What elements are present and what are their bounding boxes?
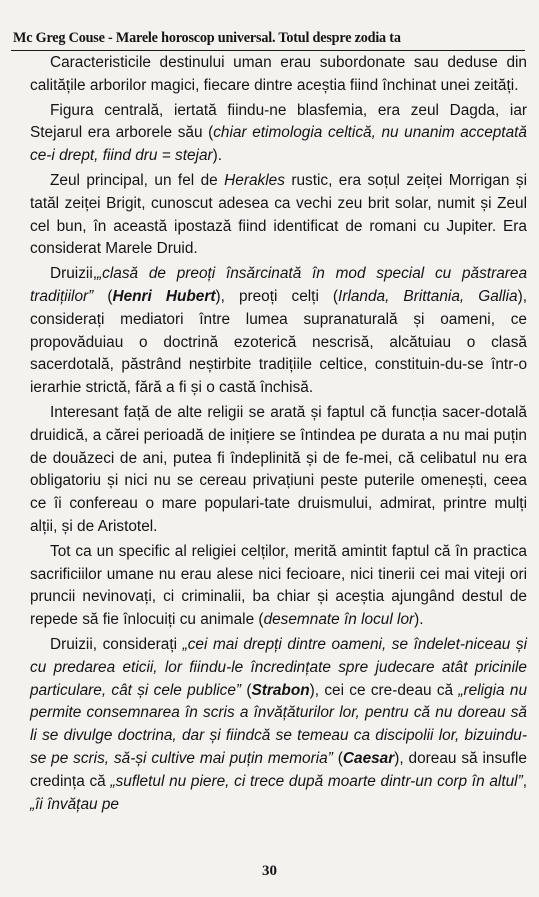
text-run: „cei mai drepți dintre oameni, se îndelet-niceau și cu predarea eticii, lor fiindu-le încredințate spre judecare atât pricinile particulare, cât și cele publice” — [30, 635, 528, 699]
header-rule — [11, 50, 525, 51]
text-run: Caracteristicile destinului uman erau subordonate sau deduse din calitățile arborilor magici, fiecare dintre aceștia fiind închinat unei zeități. — [30, 54, 527, 94]
page-number: 30 — [262, 863, 277, 879]
paragraph-3 — [30, 170, 527, 261]
text-run: ( — [93, 287, 113, 305]
text-run: Caesar — [342, 749, 395, 767]
text-run: , — [522, 772, 528, 790]
text-run: Tot ca un specific al religiei celților, merită amintit faptul că în practica sacrificiilor umane nu erau alese nici fecioare, nici tinerii cei mai viteji ori pruncii nevinovați, ci criminalii, ba chiar și aceștia ajungând destul de repede să fie înlocuiți cu animale ( — [30, 542, 527, 629]
paragraph-7 — [30, 634, 527, 816]
text-run: „religia nu permite consemnarea în scris a învățăturilor lor, pentru că nu doreau să li se divulge doctrina, dar și fiindcă se temeau ca discipolii lor, bizuindu-se pe scris, să-și cultive mai puțin memoria” — [30, 681, 527, 767]
text-run: Figura centrală, iertată fiindu-ne blasfemia, era zeul Dagda, iar Stejarul era arborele său ( — [30, 101, 527, 142]
paragraph-4 — [30, 263, 527, 400]
paragraph-1 — [30, 52, 527, 98]
text-run: Strabon — [251, 681, 310, 699]
text-run: „sufletul nu piere, ci trece după moarte dintr-un corp în altul” — [110, 772, 523, 790]
text-run: Druizii, considerați — [50, 635, 183, 653]
text-run: ), doreau să insufle credința că — [30, 749, 527, 790]
text-run: „clasă de preoți însărcinată în mod special cu păstrarea tradițiilor” — [30, 265, 527, 305]
text-run: Zeul principal, un fel de — [50, 171, 225, 189]
text-run: „îi învățau pe — [30, 795, 119, 813]
text-run: desemnate în locul lor — [263, 611, 415, 629]
text-run: ), preoți celți ( — [215, 287, 339, 305]
text-run: Irlanda, Brittania, Gallia — [338, 287, 518, 305]
running-header: Mc Greg Couse - Marele horoscop universal. Totul despre zodia ta — [13, 30, 401, 46]
paragraph-5 — [30, 402, 527, 539]
text-run: Henri Hubert — [112, 287, 216, 305]
text-run: ( — [332, 749, 343, 767]
text-run: ), cei ce cre-deau că — [309, 681, 459, 699]
paragraph-6 — [30, 541, 527, 632]
text-run: Druizii, — [50, 265, 98, 283]
text-run: Interesant față de alte religii se arată și faptul că funcția sacer-dotală druidică, a cărei perioadă de inițiere se întindea pe durata a nu mai puțin de douăzeci de ani, putea fi îndeplinită și de fe-mei, că celibatul nu era obligatoriu și nici nu se cereau privațiuni peste puterile omenești, ceea ce îi confereau o mare populari-tate druismului, admirat, printre mulți alții, și de Aristotel. — [30, 403, 527, 535]
paragraph-2 — [30, 100, 527, 168]
text-run: ). — [212, 147, 223, 165]
text-run: rustic, era soțul zeiței Morrigan și tatăl zeiței Brigit, cunoscut adesea ca vechi zeu brit solar, numit și Zeul cel bun, în această ipostază fiind identificat de romani cu Jupiter. Era considerat Marele Druid. — [30, 171, 528, 258]
text-run: ( — [241, 681, 252, 699]
text-run: ). — [414, 611, 424, 629]
text-run: Herakles — [224, 171, 285, 189]
text-run: ), considerați mediatori între lumea supranaturală și oameni, ce propovăduiau o doctrină ezoterică nescrisă, alcătuiau o clasă sacerdotală, păstrând neștirbite tradițiile celtice, constituin-du-se într-o ierarhie strictă, fără a fi și o castă închisă. — [30, 287, 527, 397]
body-text — [30, 52, 527, 818]
text-run: chiar etimologia celtică, nu unanim acceptată ce-i drept, fiind dru = stejar — [30, 124, 527, 165]
